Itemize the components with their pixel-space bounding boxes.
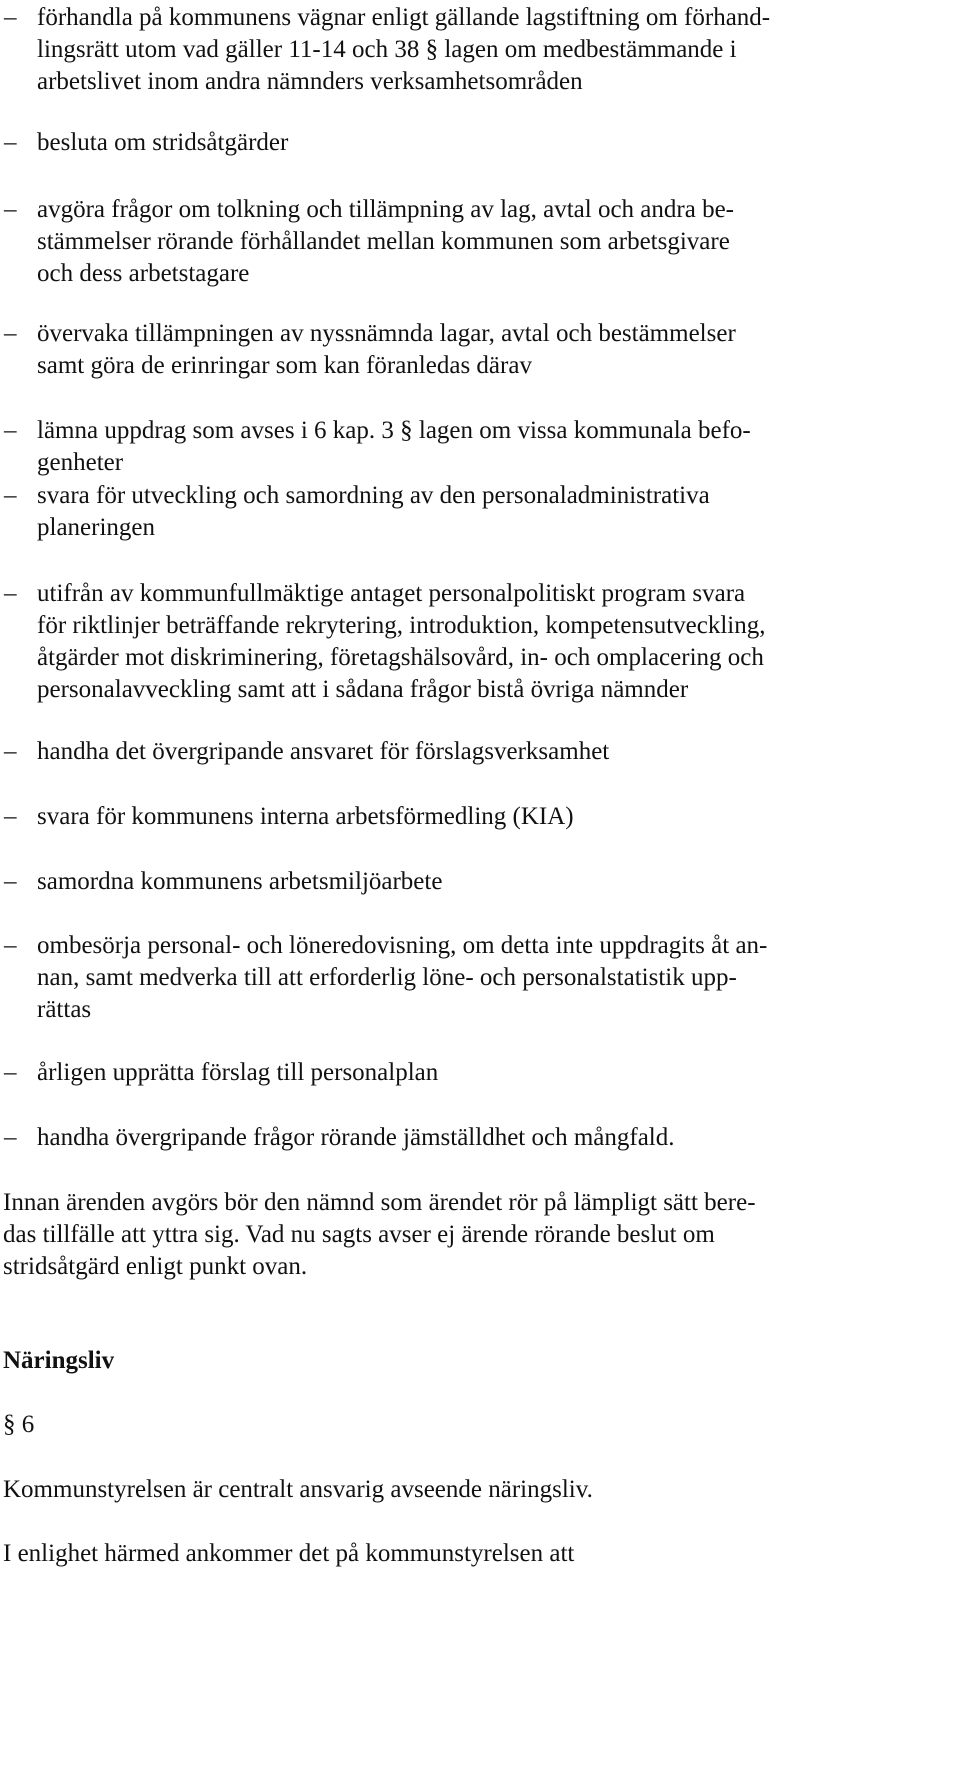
dash-bullet: –	[4, 417, 17, 444]
section-number: § 6	[3, 1411, 35, 1438]
list-item-text: handha det övergripande ansvaret för förslagsverksamhet	[37, 738, 610, 765]
dash-bullet: –	[4, 580, 17, 607]
dash-bullet: –	[4, 868, 17, 895]
dash-bullet: –	[4, 1059, 17, 1086]
list-item-text: samordna kommunens arbetsmiljöarbete	[37, 868, 443, 895]
body-paragraph: I enlighet härmed ankommer det på kommunstyrelsen att	[3, 1540, 575, 1567]
list-item-text: svara för utveckling och samordning av den personaladministrativa planeringen	[37, 482, 710, 541]
dash-bullet: –	[4, 129, 17, 156]
dash-bullet: –	[4, 1124, 17, 1151]
dash-bullet: –	[4, 738, 17, 765]
list-item-text: årligen upprätta förslag till personalplan	[37, 1059, 439, 1086]
body-paragraph: Kommunstyrelsen är centralt ansvarig avseende näringsliv.	[3, 1476, 593, 1503]
list-item-text: svara för kommunens interna arbetsförmedling (KIA)	[37, 803, 574, 830]
dash-bullet: –	[4, 932, 17, 959]
list-item-text: besluta om stridsåtgärder	[37, 129, 289, 156]
list-item-text: övervaka tillämpningen av nyssnämnda lagar, avtal och bestämmelser samt göra de erinringar som kan föranledas därav	[37, 320, 736, 379]
list-item-text: förhandla på kommunens vägnar enligt gällande lagstiftning om förhand- lingsrätt utom vad gäller 11-14 och 38 § lagen om medbestämmande i arbetslivet inom andra nämnders verksamhetsområden	[37, 4, 771, 95]
section-heading: Näringsliv	[3, 1347, 115, 1374]
list-item-text: avgöra frågor om tolkning och tillämpning av lag, avtal och andra be- stämmelser rörande förhållandet mellan kommunen som arbetsgivare och dess arbetstagare	[37, 196, 734, 287]
dash-bullet: –	[4, 803, 17, 830]
body-paragraph: Innan ärenden avgörs bör den nämnd som ärendet rör på lämpligt sätt bere- das tillfälle att yttra sig. Vad nu sagts avser ej ärende rörande beslut om stridsåtgärd enligt punkt ovan.	[3, 1189, 756, 1280]
dash-bullet: –	[4, 4, 17, 31]
dash-bullet: –	[4, 482, 17, 509]
dash-bullet: –	[4, 196, 17, 223]
list-item-text: ombesörja personal- och löneredovisning, om detta inte uppdragits åt an- nan, samt medverka till att erforderlig löne- och personalstatistik upp- rättas	[37, 932, 768, 1023]
list-item-text: handha övergripande frågor rörande jämställdhet och mångfald.	[37, 1124, 675, 1151]
dash-bullet: –	[4, 320, 17, 347]
list-item-text: lämna uppdrag som avses i 6 kap. 3 § lagen om vissa kommunala befo- genheter	[37, 417, 751, 476]
list-item-text: utifrån av kommunfullmäktige antaget personalpolitiskt program svara för riktlinjer beträffande rekrytering, introduktion, kompetensutveckling, åtgärder mot diskriminering, företagshälsovård, in- och omplacering och personalavveckling samt att i sådana frågor bistå övriga nämnder	[37, 580, 766, 703]
